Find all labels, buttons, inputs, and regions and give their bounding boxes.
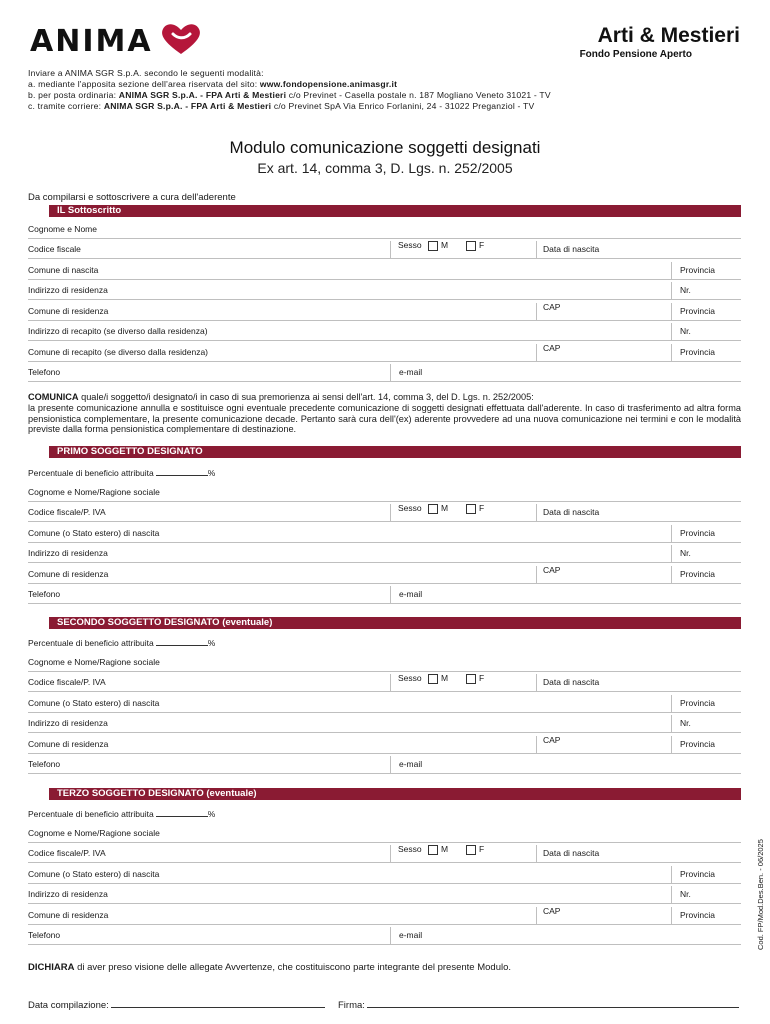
divider — [671, 303, 672, 320]
input-percentuale-terzo[interactable] — [156, 809, 208, 817]
label-cognome-ragione: Cognome e Nome/Ragione sociale — [28, 487, 160, 497]
divider — [390, 586, 391, 603]
form-title: Modulo comunicazione soggetti designati — [229, 138, 541, 157]
label-indirizzo-recapito: Indirizzo di recapito (se diverso dalla residenza) — [28, 326, 208, 336]
label-comune-residenza: Comune di residenza — [28, 910, 109, 920]
label-m: M — [441, 240, 449, 250]
row-comune-stato-nascita[interactable] — [28, 523, 741, 543]
row-comune-nascita[interactable] — [28, 260, 741, 280]
label-comune-stato-nascita: Comune (o Stato estero) di nascita — [28, 528, 160, 538]
label-data-nascita: Data di nascita — [543, 507, 600, 517]
divider — [671, 323, 672, 340]
label-telefono: Telefono — [28, 759, 61, 769]
anima-logo: ANIMA — [30, 24, 153, 59]
divider — [390, 845, 391, 862]
label-cognome-nome: Cognome e Nome — [28, 224, 97, 234]
divider — [536, 504, 537, 521]
send-line-4-prefix: c. tramite corriere: — [28, 101, 104, 111]
section-terzo: TERZO SOGGETTO DESIGNATO (eventuale) — [49, 788, 741, 800]
label-data-nascita: Data di nascita — [543, 848, 600, 858]
divider — [671, 262, 672, 279]
label-comune-residenza: Comune di residenza — [28, 306, 109, 316]
send-line-1: Inviare a ANIMA SGR S.p.A. secondo le seguenti modalità: — [28, 68, 264, 78]
label-codice-fiscale-iva: Codice fiscale/P. IVA — [28, 848, 106, 858]
divider — [671, 736, 672, 753]
send-line-2-url: www.fondopensione.animasgr.it — [259, 79, 398, 89]
row-comune-residenza[interactable] — [28, 301, 741, 321]
divider — [671, 525, 672, 542]
comunica-line-1 — [28, 392, 741, 403]
label-comune-stato-nascita: Comune (o Stato estero) di nascita — [28, 869, 160, 879]
label-sesso: Sesso — [398, 503, 422, 513]
row-comune-stato-nascita[interactable] — [28, 693, 741, 713]
label-indirizzo-residenza: Indirizzo di residenza — [28, 889, 108, 899]
percent-sign: % — [207, 638, 216, 648]
percentuale-terzo — [28, 809, 215, 819]
label-firma: Firma: — [338, 1000, 365, 1011]
comunica-body: la presente comunicazione annulla e sostituisce ogni eventuale precedente comunicazione di soggetti designati effettuata dall'aderente. In caso di trasferimento ad altra forma pensionistica complementare, la presente comunicazione decade. Pertanto sarà cura dell'(ex) aderente provvedere ad una nuova comunicazione nei termini e con le modalità previste dalla forma pensionistica complementare di destinazione. — [28, 402, 741, 435]
label-provincia: Provincia — [680, 910, 715, 920]
label-codice-fiscale: Codice fiscale — [28, 244, 81, 254]
row-codice-fiscale[interactable] — [28, 239, 741, 259]
brand-subtitle: Fondo Pensione Aperto — [579, 49, 692, 60]
divider — [536, 303, 537, 320]
row-indirizzo-residenza[interactable] — [28, 280, 741, 300]
label-provincia: Provincia — [680, 698, 715, 708]
percentuale-secondo — [28, 638, 215, 648]
row-comune-residenza[interactable] — [28, 734, 741, 754]
row-indirizzo-recapito[interactable] — [28, 321, 741, 341]
divider — [536, 845, 537, 862]
label-provincia: Provincia — [680, 869, 715, 879]
row-codice-fiscale-iva[interactable] — [28, 502, 741, 522]
label-f: F — [479, 503, 485, 513]
label-provincia: Provincia — [680, 739, 715, 749]
send-line-3-bold: ANIMA SGR S.p.A. - FPA Arti & Mestieri — [118, 90, 287, 100]
label-data-nascita: Data di nascita — [543, 677, 600, 687]
form-subtitle: Ex art. 14, comma 3, D. Lgs. n. 252/2005 — [257, 160, 513, 176]
label-cap: CAP — [543, 565, 561, 575]
label-cap: CAP — [543, 302, 561, 312]
dichiara-text — [28, 962, 511, 973]
comunica-text — [28, 392, 741, 435]
label-nr: Nr. — [680, 889, 691, 899]
label-email: e-mail — [399, 930, 423, 940]
divider — [536, 241, 537, 258]
row-cognome-ragione[interactable] — [28, 482, 741, 502]
divider — [671, 545, 672, 562]
checkbox-f[interactable] — [466, 241, 476, 251]
divider — [390, 674, 391, 691]
label-codice-fiscale-iva: Codice fiscale/P. IVA — [28, 507, 106, 517]
label-cognome-ragione: Cognome e Nome/Ragione sociale — [28, 657, 160, 667]
row-indirizzo-residenza[interactable] — [28, 713, 741, 733]
input-percentuale-secondo[interactable] — [156, 638, 208, 646]
label-comune-recapito: Comune di recapito (se diverso dalla residenza) — [28, 347, 209, 357]
label-m: M — [441, 673, 449, 683]
send-line-4 — [28, 101, 748, 112]
label-m: M — [441, 503, 449, 513]
label-percentuale: Percentuale di beneficio attribuita — [28, 638, 154, 648]
row-comune-residenza[interactable] — [28, 564, 741, 584]
row-cognome-ragione[interactable] — [28, 652, 741, 672]
label-telefono: Telefono — [28, 589, 61, 599]
divider — [536, 674, 537, 691]
label-codice-fiscale-iva: Codice fiscale/P. IVA — [28, 677, 106, 687]
input-data-compilazione[interactable] — [111, 999, 325, 1008]
percent-sign: % — [207, 809, 216, 819]
label-provincia: Provincia — [680, 265, 715, 275]
label-comune-nascita: Comune di nascita — [28, 265, 99, 275]
label-comune-residenza: Comune di residenza — [28, 569, 109, 579]
divider — [390, 927, 391, 944]
divider — [671, 907, 672, 924]
checkbox-f[interactable] — [466, 674, 476, 684]
row-cognome-ragione[interactable] — [28, 823, 741, 843]
label-nr: Nr. — [680, 326, 691, 336]
label-f: F — [479, 844, 485, 854]
divider — [536, 566, 537, 583]
label-nr: Nr. — [680, 718, 691, 728]
divider — [390, 504, 391, 521]
divider — [671, 866, 672, 883]
divider — [536, 907, 537, 924]
divider — [390, 364, 391, 381]
send-line-2-prefix: a. mediante l'apposita sezione dell'area riservata del sito: — [28, 79, 260, 89]
firma — [338, 999, 739, 1011]
heart-logo-icon — [160, 22, 202, 56]
label-provincia: Provincia — [680, 306, 715, 316]
row-telefono[interactable] — [28, 754, 741, 774]
divider — [536, 736, 537, 753]
label-cap: CAP — [543, 343, 561, 353]
label-comune-residenza: Comune di residenza — [28, 739, 109, 749]
label-f: F — [479, 240, 485, 250]
divider — [671, 715, 672, 732]
divider — [671, 344, 672, 361]
fill-note: Da compilarsi e sottoscrivere a cura dell'aderente — [28, 192, 236, 203]
row-cognome-nome[interactable] — [28, 219, 741, 239]
send-line-2 — [28, 79, 748, 90]
divider — [390, 241, 391, 258]
label-telefono: Telefono — [28, 930, 61, 940]
label-provincia: Provincia — [680, 569, 715, 579]
send-line-4-bold: ANIMA SGR S.p.A. - FPA Arti & Mestieri — [103, 101, 272, 111]
input-firma[interactable] — [367, 999, 739, 1008]
comunica-bold: COMUNICA — [28, 392, 79, 402]
divider — [671, 695, 672, 712]
label-nr: Nr. — [680, 285, 691, 295]
label-data-compilazione: Data compilazione: — [28, 1000, 109, 1011]
row-indirizzo-residenza[interactable] — [28, 543, 741, 563]
label-indirizzo-residenza: Indirizzo di residenza — [28, 285, 108, 295]
label-email: e-mail — [399, 367, 423, 377]
document-code: Cod. FP/Mod.Des.Ben. - 06/2025 — [756, 839, 765, 950]
row-comune-stato-nascita[interactable] — [28, 864, 741, 884]
label-indirizzo-residenza: Indirizzo di residenza — [28, 548, 108, 558]
checkbox-f[interactable] — [466, 504, 476, 514]
send-line-3-suffix: c/o Previnet - Casella postale n. 187 Mogliano Veneto 31021 - TV — [286, 90, 551, 100]
row-indirizzo-residenza[interactable] — [28, 884, 741, 904]
label-cognome-ragione: Cognome e Nome/Ragione sociale — [28, 828, 160, 838]
divider — [671, 282, 672, 299]
row-telefono[interactable] — [28, 584, 741, 604]
row-telefono[interactable] — [28, 925, 741, 945]
checkbox-f[interactable] — [466, 845, 476, 855]
input-percentuale-primo[interactable] — [156, 468, 208, 476]
section-secondo: SECONDO SOGGETTO DESIGNATO (eventuale) — [49, 617, 741, 629]
label-provincia: Provincia — [680, 528, 715, 538]
label-percentuale: Percentuale di beneficio attribuita — [28, 468, 154, 478]
checkbox-m[interactable] — [428, 845, 438, 855]
send-line-3-prefix: b. per posta ordinaria: — [28, 90, 119, 100]
label-cap: CAP — [543, 735, 561, 745]
label-email: e-mail — [399, 589, 423, 599]
label-comune-stato-nascita: Comune (o Stato estero) di nascita — [28, 698, 160, 708]
send-line-4-suffix: c/o Previnet SpA Via Enrico Forlanini, 24 - 31022 Preganziol - TV — [271, 101, 535, 111]
label-sesso: Sesso — [398, 240, 422, 250]
divider — [536, 344, 537, 361]
brand-title: Arti & Mestieri — [597, 24, 740, 47]
dichiara-body: di aver preso visione delle allegate Avvertenze, che costituiscono parte integrante del presente Modulo. — [74, 962, 512, 973]
row-codice-fiscale-iva[interactable] — [28, 672, 741, 692]
page-header — [0, 0, 770, 66]
label-sesso: Sesso — [398, 673, 422, 683]
label-sesso: Sesso — [398, 844, 422, 854]
send-line-3 — [28, 90, 748, 101]
label-provincia: Provincia — [680, 347, 715, 357]
label-indirizzo-residenza: Indirizzo di residenza — [28, 718, 108, 728]
label-m: M — [441, 844, 449, 854]
label-cap: CAP — [543, 906, 561, 916]
checkbox-m[interactable] — [428, 504, 438, 514]
row-comune-residenza[interactable] — [28, 905, 741, 925]
send-instructions — [28, 68, 748, 112]
data-compilazione — [28, 999, 325, 1011]
section-primo: PRIMO SOGGETTO DESIGNATO — [49, 446, 741, 458]
row-comune-recapito[interactable] — [28, 342, 741, 362]
percentuale-primo — [28, 468, 215, 478]
percent-sign: % — [207, 468, 216, 478]
label-data-nascita: Data di nascita — [543, 244, 600, 254]
divider — [390, 756, 391, 773]
comunica-line-1-text: quale/i soggetto/i designato/i in caso di sua premorienza ai sensi dell'art. 14, comma 3, del D. Lgs. n. 252/2005: — [78, 392, 534, 402]
dichiara-bold: DICHIARA — [28, 962, 75, 973]
divider — [671, 566, 672, 583]
label-telefono: Telefono — [28, 367, 61, 377]
checkbox-m[interactable] — [428, 241, 438, 251]
row-telefono[interactable] — [28, 362, 741, 382]
checkbox-m[interactable] — [428, 674, 438, 684]
label-percentuale: Percentuale di beneficio attribuita — [28, 809, 154, 819]
section-sottoscritto: IL Sottoscritto — [49, 205, 741, 217]
label-nr: Nr. — [680, 548, 691, 558]
label-f: F — [479, 673, 485, 683]
label-email: e-mail — [399, 759, 423, 769]
divider — [671, 886, 672, 903]
row-codice-fiscale-iva[interactable] — [28, 843, 741, 863]
